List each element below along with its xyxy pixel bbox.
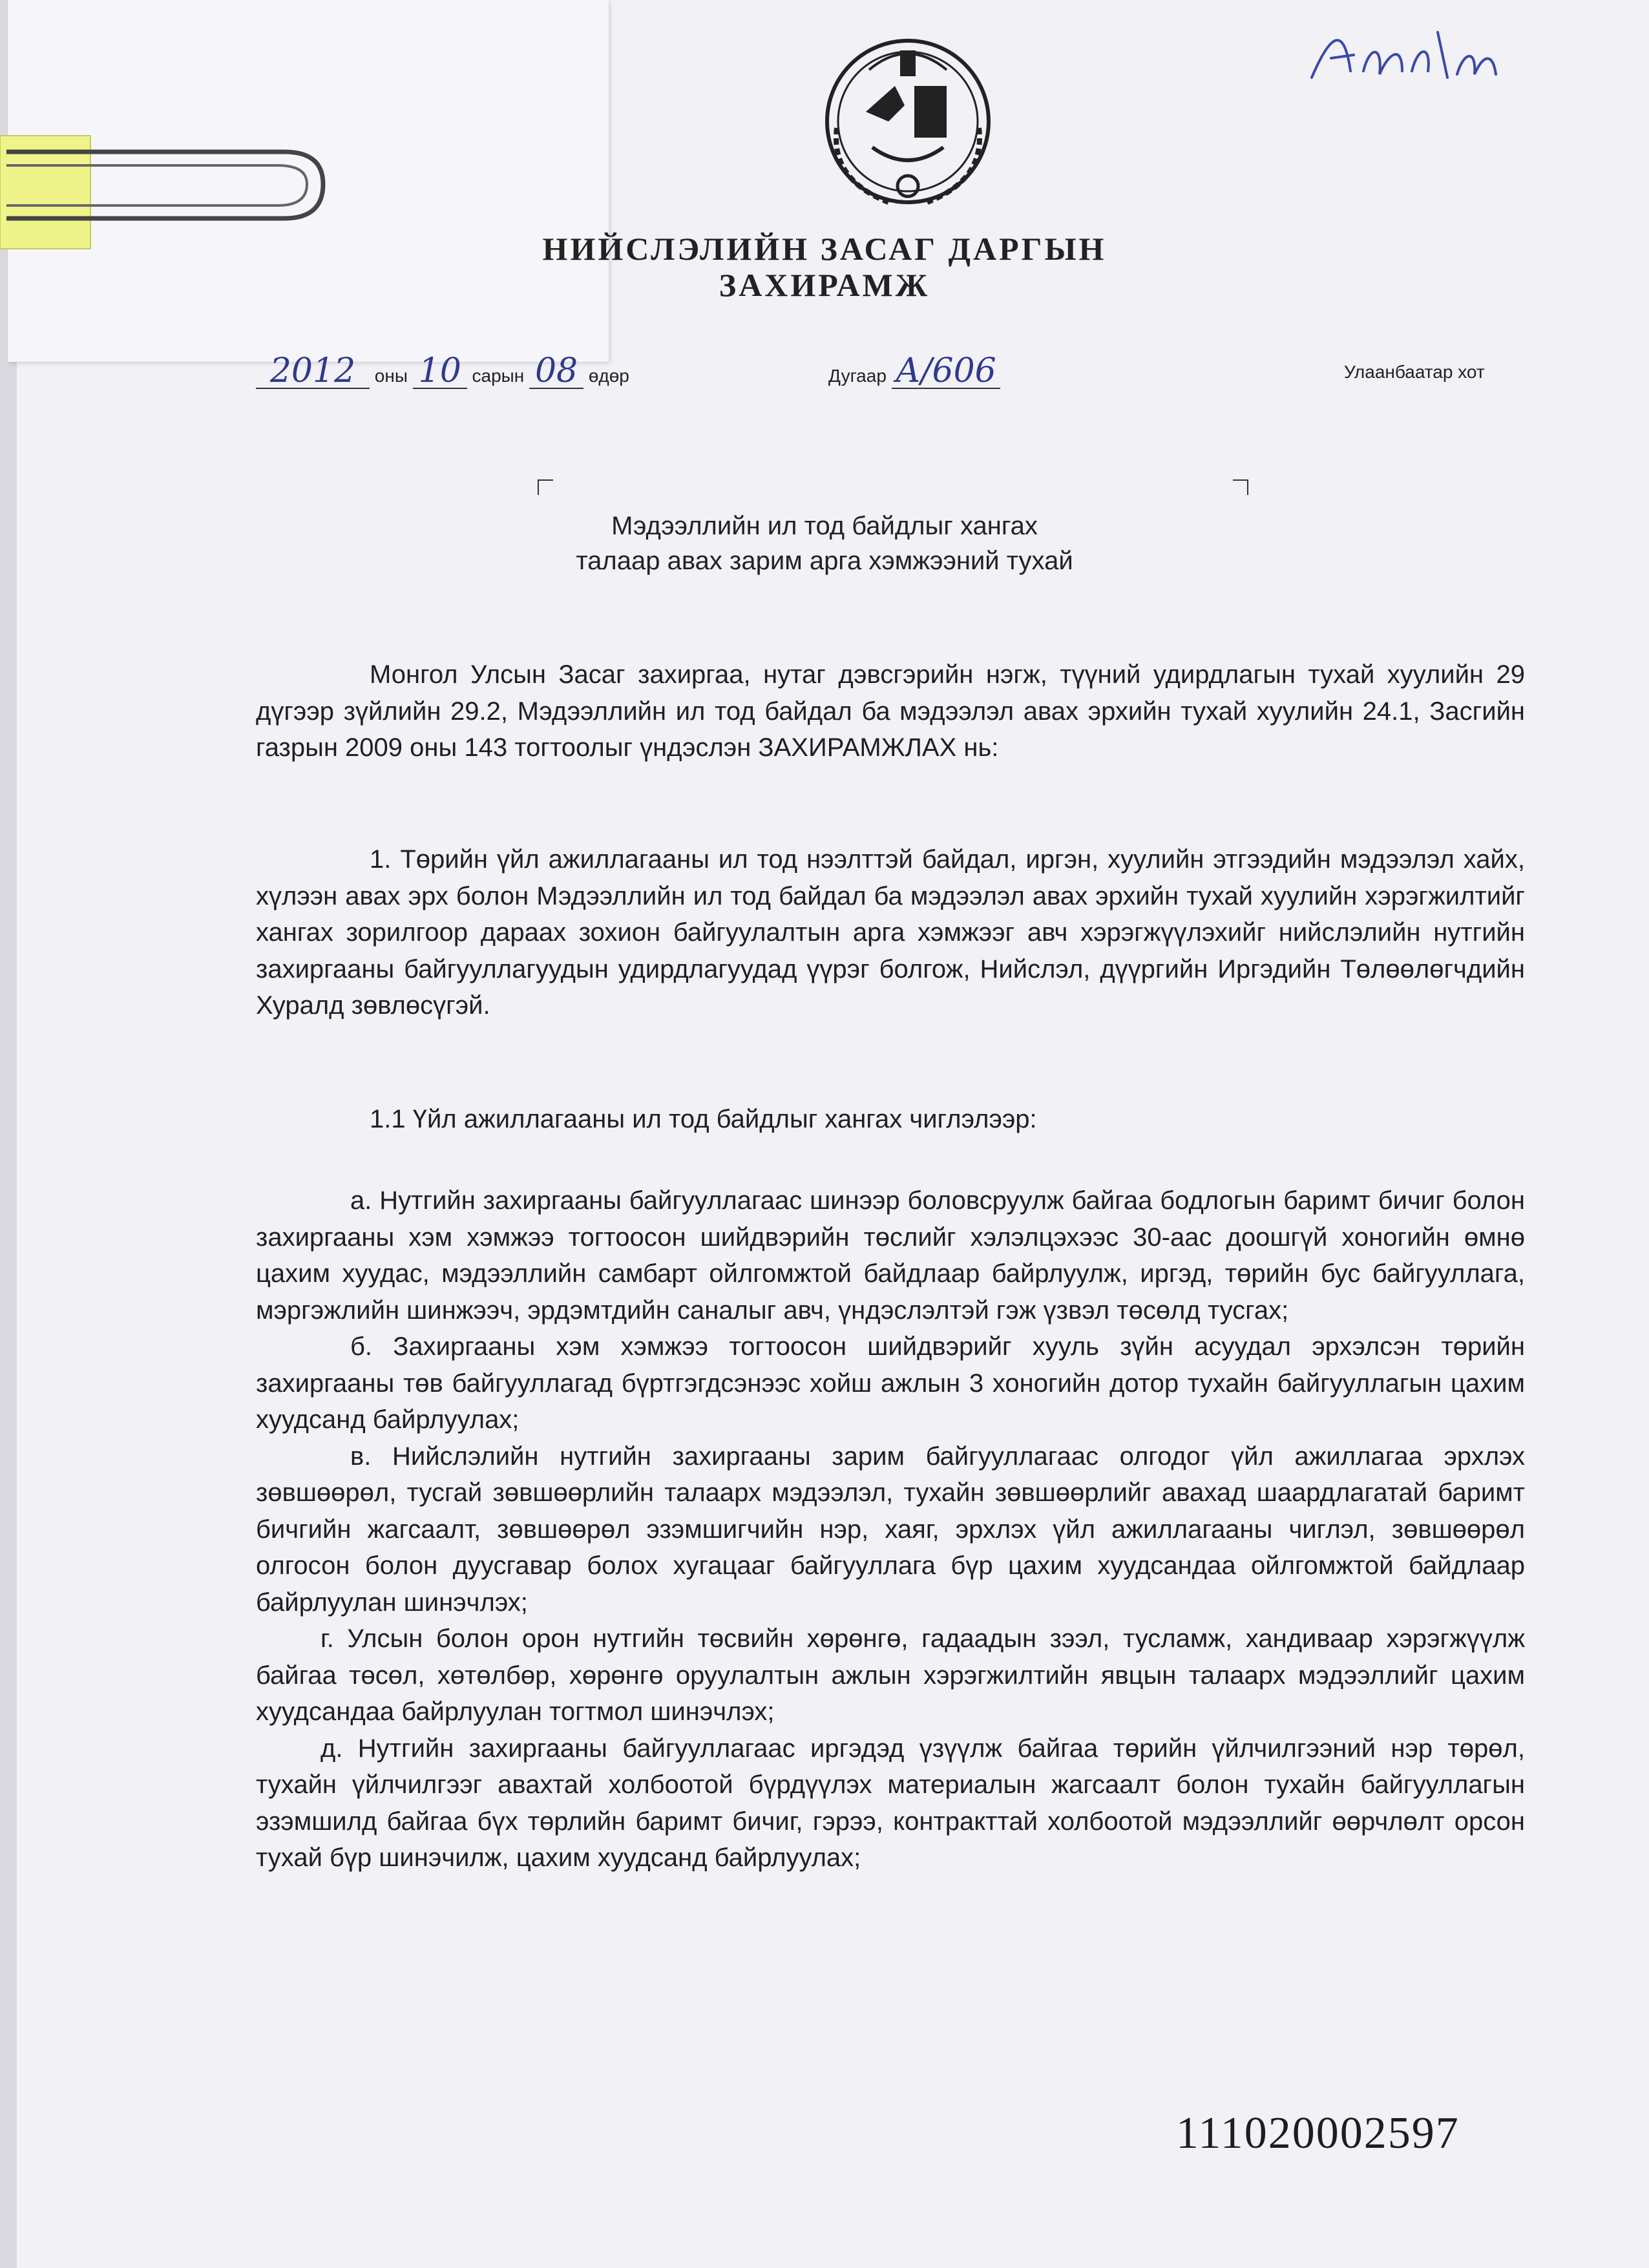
list-item: в. Нийслэлийн нутгийн захиргааны зарим байгууллагаас олгодог үйл ажиллагаа эрхлэх зөвшөөрөл, тусгай зөвшөөрлийн талаарх мэдээлэл, тухайн зөвшөөрлийг авахад шаардлагатай баримт бичгийн жагсаалт, зөвшөөрөл эзэмшигчийн нэр, хаяг, эрхлэх үйл ажиллагааны чиглэл, зөвшөөрөл олгосон болон дуусгавар болох хугацааг байгууллага бүр цахим хуудсандаа ойлгомжтой байдлаар байрлуулан шинэчлэх; (256, 1442, 1525, 1617)
list-item: б. Захиргааны хэм хэмжээ тогтоосон шийдвэрийг хууль зүйн асуудал эрхэлсэн төрийн захиргааны төв байгууллагад бүртгэгдсэнээс хойш ажлын 3 хоногийн дотор тухайн байгууллагын цахим хуудсанд байрлуулах; (256, 1332, 1525, 1434)
clause-1-1 (256, 1101, 1525, 1138)
year-value: 2012 (256, 354, 370, 389)
sub-clauses (256, 1182, 1525, 1876)
signature-mark (1305, 19, 1512, 97)
number-label: Дугаар (828, 366, 887, 386)
number-value: А/606 (892, 354, 1000, 389)
clause-1 (256, 841, 1525, 1024)
serial-number: 111020002597 (1176, 2108, 1460, 2158)
list-item: а. Нутгийн захиргааны байгууллагаас шинээр боловсруулж байгаа бодлогын баримт бичиг болон захиргааны хэм хэмжээ тогтоосон шийдвэрийн төслийг хэлэлцэхээс 30-аас доошгүй хоногийн өмнө цахим хуудас, мэдээллийн самбарт ойлгомжтой байдлаар байрлуулж, иргэд, төрийн бус байгууллага, мэргэжлийн шинжээч, эрдэмтдийн саналыг авч, үндэслэлтэй гэж үзвэл төсөлд тусгах; (256, 1186, 1525, 1325)
list-item: д. Нутгийн захиргааны байгууллагаас иргэдэд үзүүлж байгаа төрийн үйлчилгээний нэр төрөл, тухайн үйлчилгээг авахтай холбоотой бүрдүүлэх материалын жагсаалт болон тухайн байгууллагын эзэмшилд байгаа бүх төрлийн баримт бичиг, гэрээ, контракттай холбоотой мэдээллийг өөрчлөлт орсон тухай бүр шинэчилж, цахим хуудсанд байрлуулах; (256, 1734, 1525, 1872)
day-label: өдөр (588, 366, 629, 386)
month-label: сарын (472, 366, 525, 386)
paragraph: 1. Төрийн үйл ажиллагааны ил тод нээлттэй байдал, иргэн, хуулийн этгээдийн мэдээлэл хайх, хүлээн авах эрх болон Мэдээллийн ил тод байдал ба мэдээлэл авах эрхийн тухай хуулийн хэрэгжилтийг хангах зорилгоор дараах зохион байгуулалтын арга хэмжээг авч хэрэгжүүлэхийг нийслэлийн нутгийн захиргааны байгууллагуудын удирдлагуудад үүрэг болгож, Нийслэл, дүүргийн Иргэдийн Төлөөлөгчдийн Хуралд зөвлөсүгэй. (256, 845, 1525, 1020)
month-value: 10 (413, 354, 467, 389)
preamble (256, 656, 1525, 766)
paragraph: Монгол Улсын Засаг захиргаа, нутаг дэвсгэрийн нэгж, түүний удирдлагын тухай хуулийн 29 дүгээр зүйлийн 29.2, Мэдээллийн ил тод байдал ба мэдээлэл авах эрхийн тухай хуулийн 24.1, Засгийн газрын 2009 оны 143 тогтоолыг үндэслэн ЗАХИРАМЖЛАХ нь: (256, 660, 1525, 762)
document-type: ЗАХИРАМЖ (719, 267, 930, 303)
state-emblem-icon (817, 25, 998, 218)
title-bracket-left (538, 479, 553, 495)
document-title-line2: талаар авах зарим арга хэмжээний тухай (576, 547, 1073, 575)
issuer-title: НИЙСЛЭЛИЙН ЗАСАГ ДАРГЫН (542, 231, 1107, 267)
day-value: 08 (529, 354, 583, 389)
list-item: г. Улсын болон орон нутгийн төсвийн хөрөнгө, гадаадын зээл, тусламж, хандиваар хэрэгжүүлж байгаа төсөл, хөтөлбөр, хөрөнгө оруулалтын ажлын хэрэгжилтийн явцын талаарх мэдээллийг цахим хуудсандаа байрлуулан тогтмол шинэчлэх; (256, 1624, 1525, 1726)
date-block (256, 354, 629, 393)
document-title-line1: Мэдээллийн ил тод байдлыг хангах (611, 512, 1038, 540)
title-bracket-right (1233, 479, 1248, 495)
paragraph: 1.1 Үйл ажиллагааны ил тод байдлыг хангах чиглэлээр: (370, 1105, 1037, 1133)
number-block (828, 354, 1000, 393)
place: Улаанбаатар хот (1344, 362, 1485, 382)
year-label: оны (374, 366, 408, 386)
